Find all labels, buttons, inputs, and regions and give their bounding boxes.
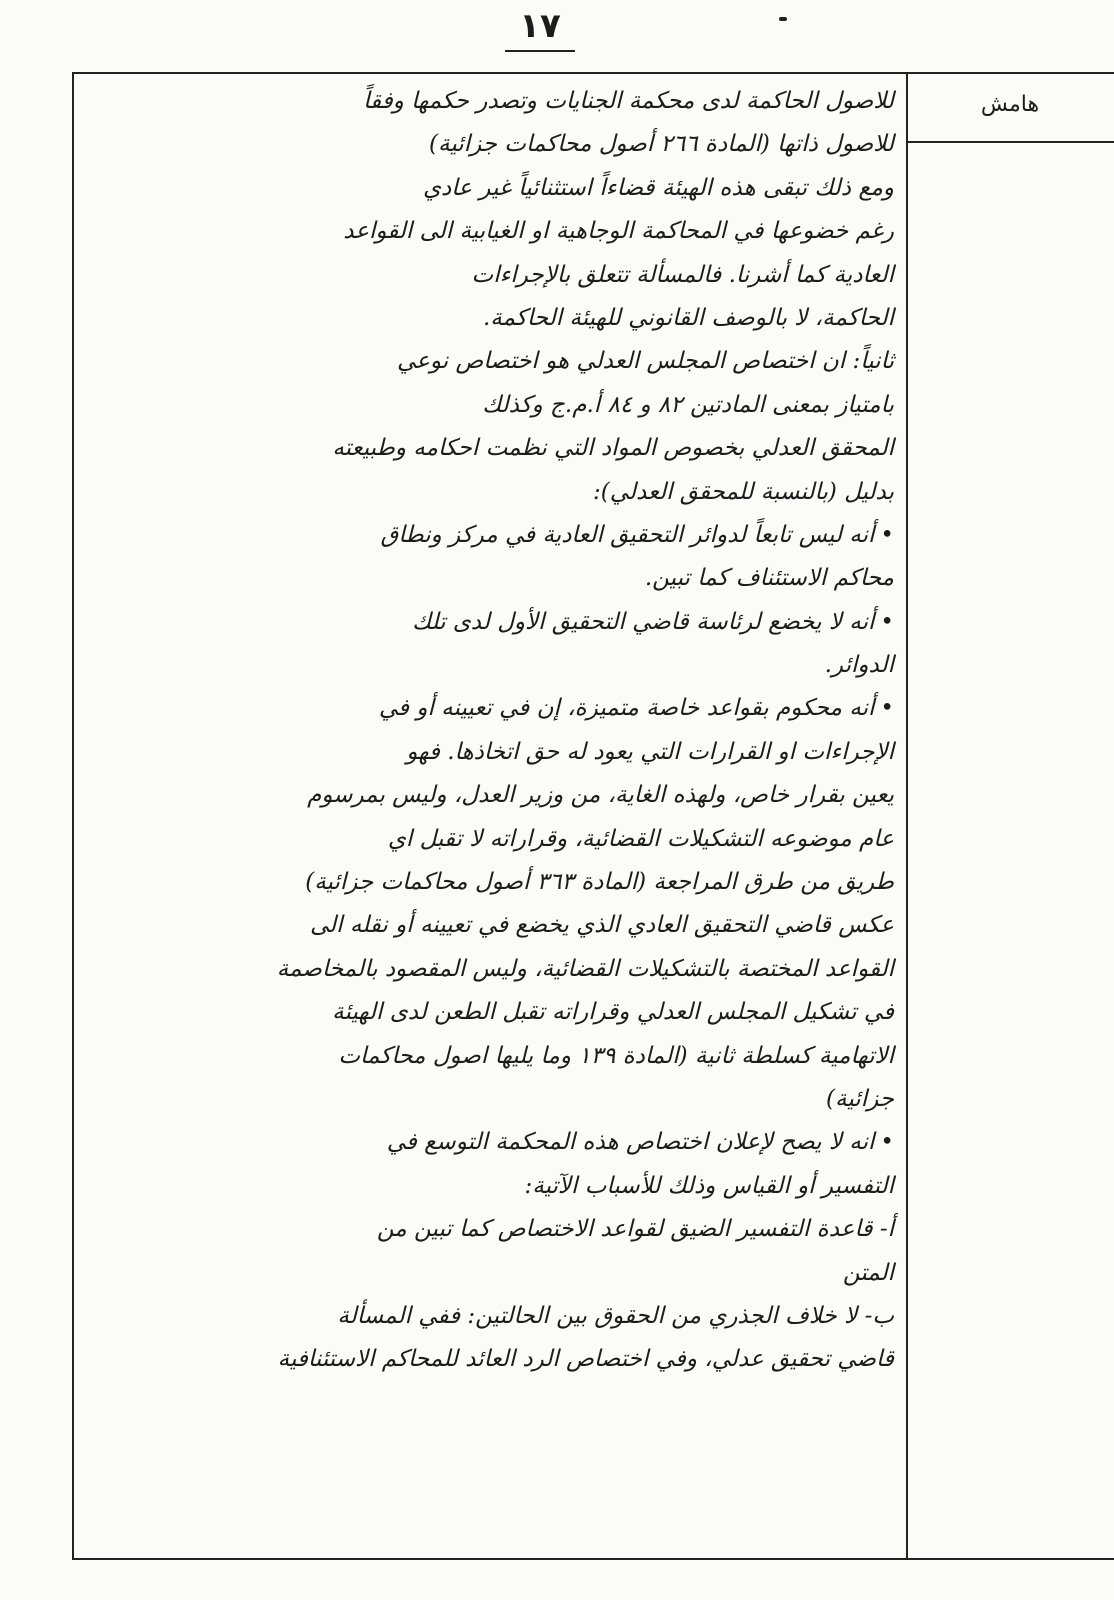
margin-column-divider [906, 72, 908, 1560]
text-line-content: طريق من طرق المراجعة (المادة ٣٦٣ أصول محاكمات جزائية) [305, 869, 894, 896]
text-line-content: أنه ليس تابعاً لدوائر التحقيق العادية في مركز ونطاق [380, 521, 875, 548]
text-line-content: أ- قاعدة التفسير الضيق لقواعد الاختصاص كما تبين من [376, 1216, 894, 1243]
page-number-underline [505, 50, 575, 52]
text-line [80, 1121, 900, 1164]
text-line-content: رغم خضوعها في المحاكمة الوجاهية او الغيابية الى القواعد [343, 218, 894, 245]
text-line-content: بدليل (بالنسبة للمحقق العدلي): [593, 478, 894, 505]
text-line [80, 818, 900, 861]
text-line-content: للاصول الحاكمة لدى محكمة الجنايات وتصدر حكمها وفقاً [363, 88, 894, 114]
text-line-content: بامتياز بمعنى المادتين ٨٢ و ٨٤ أ.م.ج وكذلك [482, 391, 894, 418]
text-line-content: قاضي تحقيق عدلي، وفي اختصاص الرد العائد للمحاكم الاستئنافية [277, 1346, 894, 1373]
text-line-content: المحقق العدلي بخصوص المواد التي نظمت احكامه وطبيعته [332, 435, 894, 462]
margin-header-rule [906, 141, 1114, 143]
text-line-content: التفسير أو القياس وذلك للأسباب الآتية: [524, 1172, 894, 1199]
text-line-content: أنه لا يخضع لرئاسة قاضي التحقيق الأول لدى تلك [412, 608, 875, 635]
text-line [80, 1208, 900, 1251]
text-line [80, 948, 900, 991]
text-line [80, 1035, 900, 1078]
text-line-content: الحاكمة، لا بالوصف القانوني للهيئة الحاكمة. [482, 304, 894, 331]
handwritten-body [80, 80, 900, 1555]
text-line-content: عكس قاضي التحقيق العادي الذي يخضع في تعيينه أو نقله الى [309, 912, 894, 939]
text-line-content: القواعد المختصة بالتشكيلات القضائية، وليس المقصود بالمخاصمة [276, 955, 894, 982]
text-line [80, 297, 900, 340]
page-bottom-rule [72, 1558, 1114, 1560]
text-line-content: انه لا يصح لإعلان اختصاص هذه المحكمة التوسع في [386, 1129, 875, 1156]
text-line [80, 731, 900, 774]
text-line-content: ومع ذلك تبقى هذه الهيئة قضاءاً استثنائياً غير عادي [422, 174, 894, 201]
page-left-rule [72, 72, 74, 1560]
text-line [80, 861, 900, 904]
text-line-content: الدوائر. [824, 652, 894, 679]
text-line [80, 80, 900, 123]
text-line-content: الإجراءات او القرارات التي يعود له حق اتخاذها. فهو [406, 738, 894, 765]
text-line [80, 557, 900, 600]
text-line-content: المتن [842, 1259, 894, 1286]
page-number: ١٧ [519, 6, 561, 46]
text-line-content: يعين بقرار خاص، ولهذه الغاية، من وزير العدل، وليس بمرسوم [307, 782, 894, 809]
text-line-content: للاصول ذاتها (المادة ٢٦٦ أصول محاكمات جزائية) [429, 131, 894, 158]
text-line [80, 384, 900, 427]
text-line-content: جزائية) [826, 1085, 894, 1112]
text-line-content: عام موضوعه التشكيلات القضائية، وقراراته لا تقبل اي [387, 825, 894, 852]
bullet-mark: • [880, 1129, 894, 1156]
text-line [80, 1165, 900, 1208]
bullet-mark: • [880, 608, 894, 635]
text-line-content: العادية كما أشرنا. فالمسألة تتعلق بالإجراءات [471, 261, 894, 288]
text-line [80, 1252, 900, 1295]
text-line [80, 687, 900, 730]
text-line [80, 167, 900, 210]
text-line [80, 1078, 900, 1121]
text-line [80, 991, 900, 1034]
text-line-content: أنه محكوم بقواعد خاصة متميزة، إن في تعيينه أو في [378, 695, 875, 722]
header-dot-mark [779, 17, 787, 21]
bullet-mark: • [880, 695, 894, 722]
bullet-mark: • [880, 521, 894, 548]
text-line [80, 340, 900, 383]
text-line-content: محاكم الاستئناف كما تبين. [644, 565, 894, 592]
text-line [80, 210, 900, 253]
text-line-content: في تشكيل المجلس العدلي وقراراته تقبل الطعن لدى الهيئة [332, 999, 894, 1026]
text-line [80, 1295, 900, 1338]
text-line [80, 774, 900, 817]
text-line [80, 427, 900, 470]
text-line [80, 601, 900, 644]
text-line [80, 471, 900, 514]
text-line-content: ثانياً: ان اختصاص المجلس العدلي هو اختصاص نوعي [397, 348, 894, 375]
text-line [80, 644, 900, 687]
text-line [80, 904, 900, 947]
text-line-content: ب- لا خلاف الجذري من الحقوق بين الحالتين: ففي المسألة [337, 1302, 894, 1329]
text-line [80, 123, 900, 166]
text-line [80, 514, 900, 557]
margin-label: هامش [980, 92, 1040, 117]
text-line-content: الاتهامية كسلطة ثانية (المادة ١٣٩ وما يليها اصول محاكمات [338, 1042, 894, 1069]
text-line [80, 1338, 900, 1381]
text-line [80, 254, 900, 297]
